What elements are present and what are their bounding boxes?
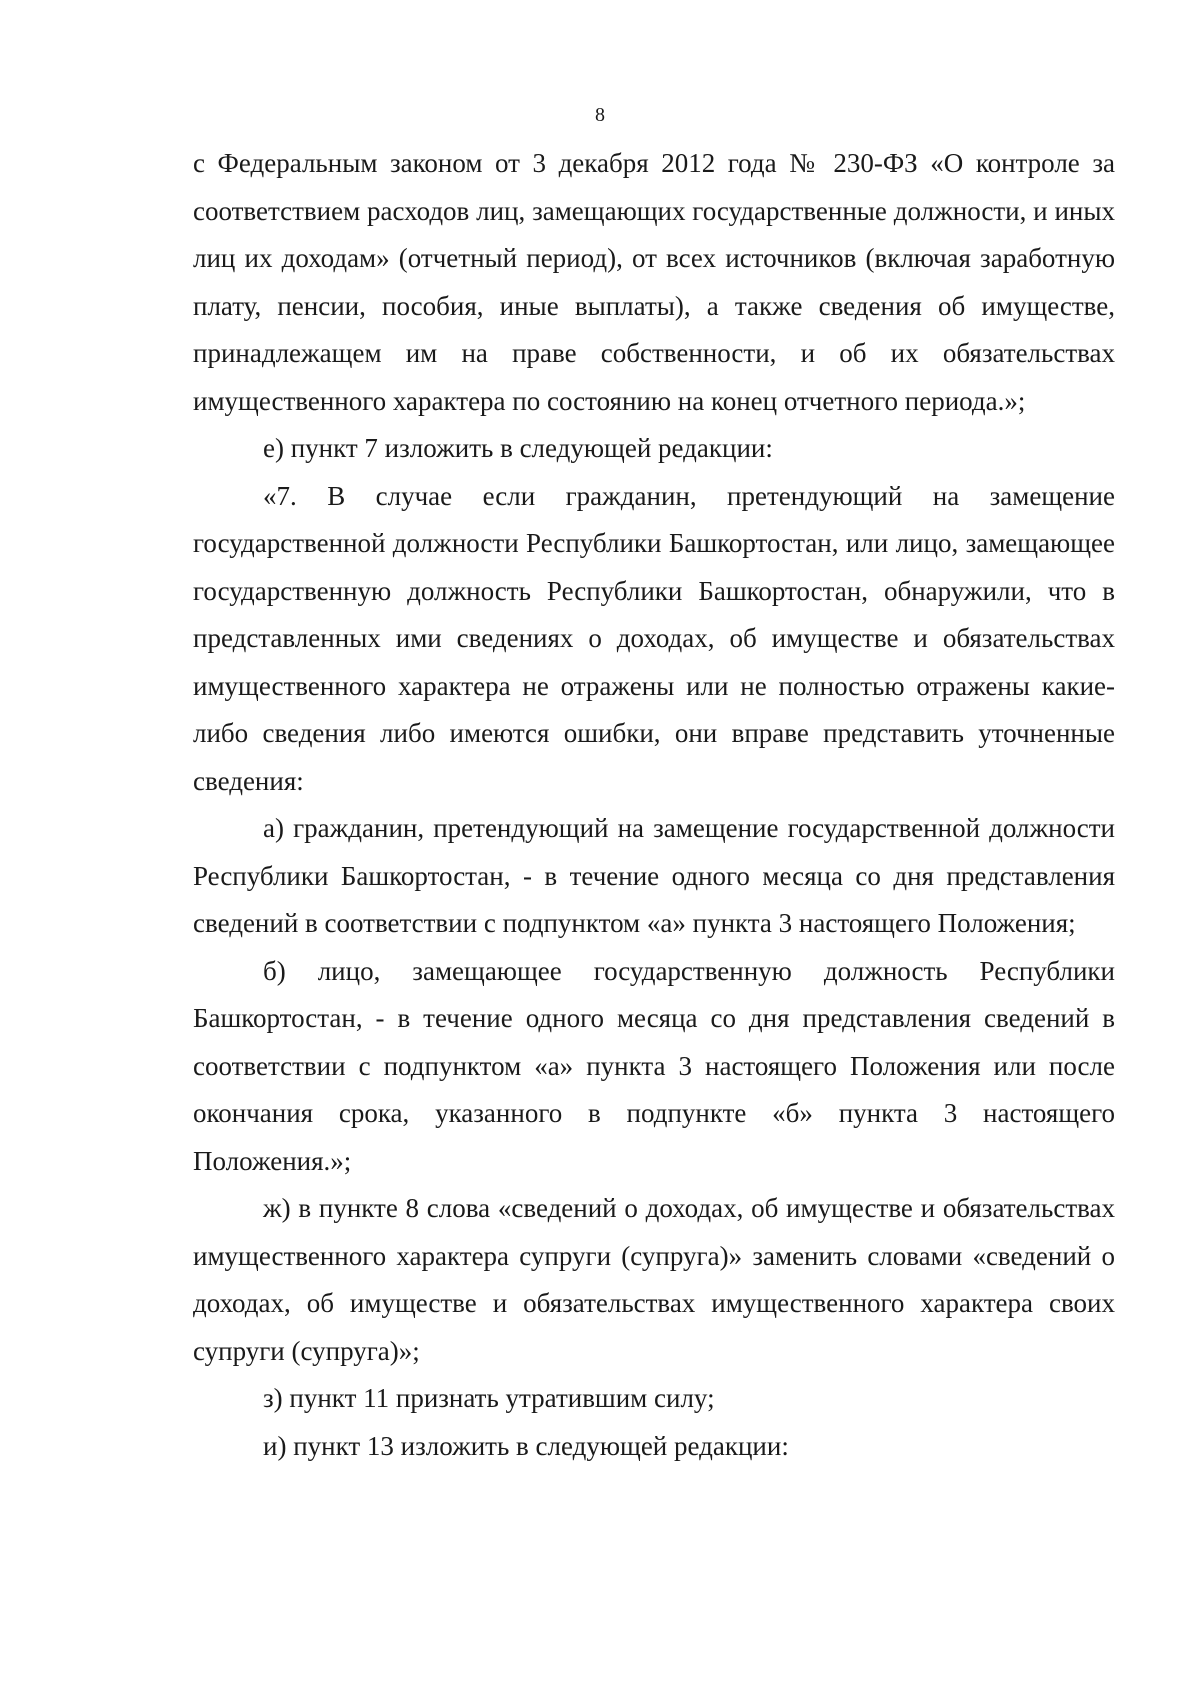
- paragraph-clause-7: «7. В случае если гражданин, претендующий на замещение государственной должности Республики Башкортостан, или лицо, замещающее государственную должность Республики Башкортостан, обнаружили, что в представленных ими сведениях о доходах, об имуществе и обязательствах имущественного характера не отражены или не полностью отражены какие-либо сведения либо имеются ошибки, они вправе представить уточненные сведения:: [193, 480, 1115, 796]
- paragraph-item-i: и) пункт 13 изложить в следующей редакции:: [263, 1430, 789, 1461]
- paragraph-item-z: з) пункт 11 признать утратившим силу;: [263, 1383, 715, 1413]
- paragraph-subitem-b: б) лицо, замещающее государственную должность Республики Башкортостан, - в течение одного месяца со дня представления сведений в соответствии с подпунктом «а» пункта 3 настоящего Положения или после окончания срока, указанного в подпункте «б» пункта 3 настоящего Положения.»;: [193, 955, 1115, 1176]
- document-body: [193, 140, 1115, 1470]
- paragraph-subitem-a: а) гражданин, претендующий на замещение государственной должности Республики Башкортостан, - в течение одного месяца со дня представления сведений в соответствии с подпунктом «а» пункта 3 настоящего Положения;: [193, 813, 1115, 938]
- paragraph-continuation: с Федеральным законом от 3 декабря 2012 года № 230-ФЗ «О контроле за соответствием расходов лиц, замещающих государственные должности, и иных лиц их доходам» (отчетный период), от всех источников (включая заработную плату, пенсии, пособия, иные выплаты), а также сведения об имуществе, принадлежащем им на праве собственности, и об их обязательствах имущественного характера по состоянию на конец отчетного периода.»;: [193, 148, 1115, 416]
- paragraph-item-zh: ж) в пункте 8 слова «сведений о доходах, об имуществе и обязательствах имущественного характера супруги (супруга)» заменить словами «сведений о доходах, об имуществе и обязательствах имущественного характера своих супруги (супруга)»;: [193, 1193, 1115, 1366]
- page-number: 8: [595, 104, 605, 126]
- paragraph-item-e: е) пункт 7 изложить в следующей редакции:: [263, 433, 773, 463]
